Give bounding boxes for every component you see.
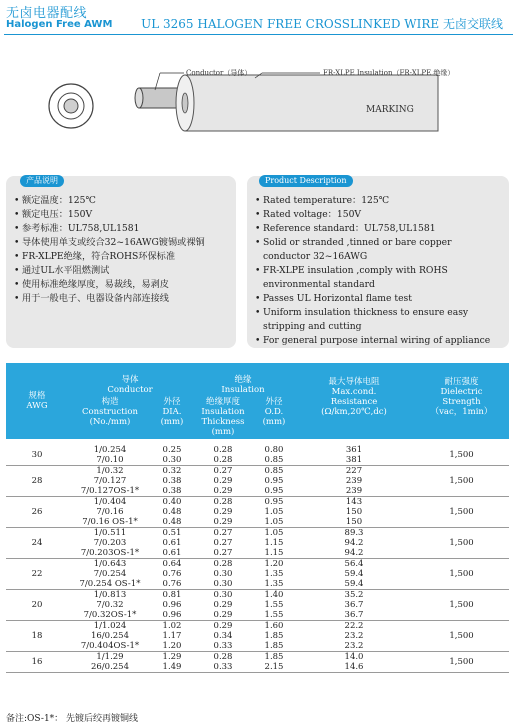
list-item: • 用于一般电子、电器设备内部连接线 — [14, 292, 228, 306]
table-row: 18 1/1.024 16/0.254 7/0.404OS-1* 1.02 1.17 1.20 0.29 0.34 0.33 1.60 1.85 1.85 22.2 23.2 23.2 1,500 — [6, 621, 509, 652]
list-item: • Solid or stranded ,tinned or bare copper conductor 32~16AWG — [255, 236, 501, 264]
list-item: • FR-XLPE insulation ,comply with ROHS environmental standard — [255, 264, 501, 292]
product-title: UL 3265 HALOGEN FREE CROSSLINKED WIRE 无卤交联线 — [141, 17, 503, 31]
list-item: • 参考标准：UL758,UL1581 — [14, 222, 228, 236]
list-item: • FR-XLPE绝缘，符合ROHS环保标准 — [14, 250, 228, 264]
list-item: • Rated temperature：125℃ — [255, 194, 501, 208]
list-item: • 额定电压：150V — [14, 208, 228, 222]
wire-cross-section — [0, 45, 517, 155]
col-dia: 外径 DIA. (mm) — [152, 395, 192, 439]
list-item: • For general purpose internal wiring of appliance — [255, 334, 501, 348]
insulation-callout: FR-XLPE Insulation（FR-XLPE 绝缘） — [323, 69, 455, 77]
col-thickness: 绝缘厚度 Insulation Thickness (mm) — [192, 395, 254, 439]
description-panel-cn — [6, 176, 236, 348]
list-item: • 通过UL水平阻燃测试 — [14, 264, 228, 278]
cn-title: 无卤电器配线 — [6, 6, 88, 21]
footnote: 备注:OS-1*： 先镀后绞再镀铜线 — [6, 714, 139, 724]
list-item: • Reference standard：UL758,UL1581 — [255, 222, 501, 236]
col-od: 外径 O.D. (mm) — [254, 395, 294, 439]
spec-table-body — [6, 439, 509, 673]
list-item: • Passes UL Horizontal flame test — [255, 292, 501, 306]
table-row: 30 1/0.254 7/0.10 0.25 0.30 0.28 0.28 0.80 0.85 361 381 1,500 — [6, 445, 509, 466]
list-item: • Rated voltage：150V — [255, 208, 501, 222]
description-panel-en — [247, 176, 509, 348]
col-resistance: 最大导体电阻 Max.cond. Resistance (Ω/km,20℃,dc) — [294, 363, 414, 439]
list-item: • 导体使用单支或绞合32~16AWG镀锡或裸铜 — [14, 236, 228, 250]
panel-title-en: Product Description — [259, 175, 353, 187]
table-row: 28 1/0.32 7/0.127 7/0.127OS-1* 0.32 0.38 0.38 0.27 0.29 0.29 0.85 0.95 0.95 227 239 239 1,500 — [6, 466, 509, 497]
description-list-cn — [14, 194, 228, 306]
header-divider — [4, 34, 513, 35]
marking-label: MARKING — [366, 105, 414, 115]
spec-table-header — [6, 363, 509, 439]
list-item: • Uniform insulation thickness to ensure easy stripping and cutting — [255, 306, 501, 334]
table-row: 20 1/0.813 7/0.32 7/0.32OS-1* 0.81 0.96 0.96 0.30 0.29 0.29 1.40 1.55 1.55 35.2 36.7 36.7 1,500 — [6, 590, 509, 621]
group-conductor: 导体 Conductor — [68, 363, 192, 395]
col-awg: 规格 AWG — [6, 363, 68, 439]
wire-diagram — [0, 45, 517, 155]
conductor-callout: Conductor（导体） — [186, 69, 252, 77]
table-row: 16 1/1.29 26/0.254 1.29 1.49 0.28 0.33 1.85 2.15 14.0 14.6 1,500 — [6, 652, 509, 673]
en-title: Halogen Free AWM — [6, 19, 113, 30]
table-row: 26 1/0.404 7/0.16 7/0.16 OS-1* 0.40 0.48 0.48 0.28 0.29 0.29 0.95 1.05 1.05 143 150 150 1,500 — [6, 497, 509, 528]
table-row: 22 1/0.643 7/0.254 7/0.254 OS-1* 0.64 0.76 0.76 0.28 0.30 0.30 1.20 1.35 1.35 56.4 59.4 59.4 1,500 — [6, 559, 509, 590]
description-list-en — [255, 194, 501, 348]
panel-title-cn: 产品说明 — [20, 175, 64, 187]
col-strength: 耐压强度 Dielectric Strength （vac，1min） — [414, 363, 509, 439]
group-insulation: 绝缘 Insulation — [192, 363, 294, 395]
table-row: 24 1/0.511 7/0.203 7/0.203OS-1* 0.51 0.61 0.61 0.27 0.27 0.27 1.05 1.15 1.15 89.3 94.2 94.2 1,500 — [6, 528, 509, 559]
list-item: • 使用标准绝缘厚度，易裁线，易剥皮 — [14, 278, 228, 292]
spec-table — [6, 363, 509, 673]
col-construction: 构造 Construction (No./mm) — [68, 395, 152, 439]
list-item: • 额定温度：125℃ — [14, 194, 228, 208]
